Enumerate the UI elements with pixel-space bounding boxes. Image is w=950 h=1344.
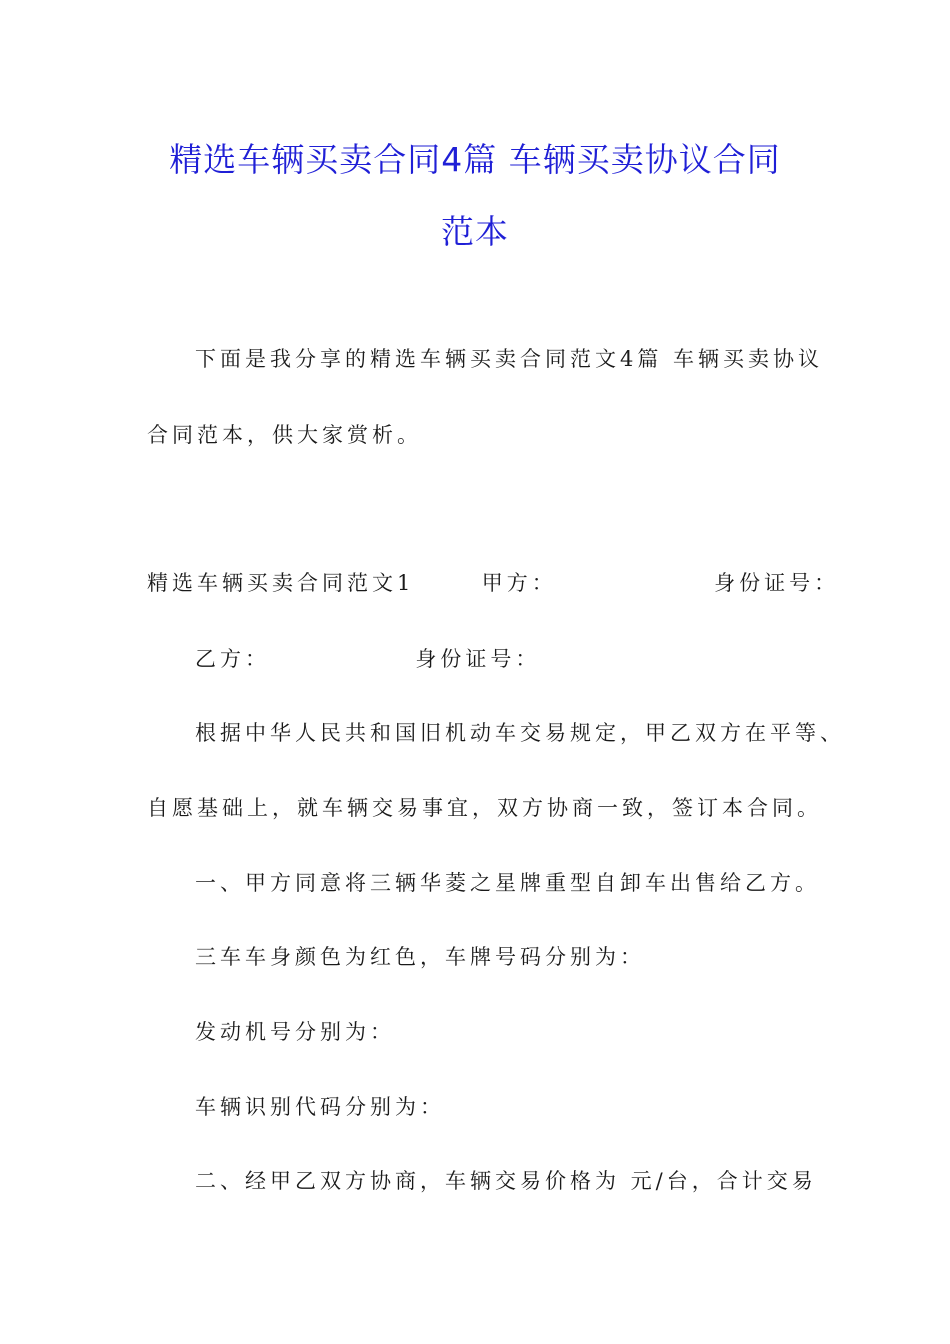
intro-line-2: 合同范本，供大家赏析。 — [147, 423, 422, 447]
contract-heading: 精选车辆买卖合同范文1 — [147, 571, 415, 595]
vehicle-color-plates: 三车车身颜色为红色，车牌号码分别为： — [195, 945, 645, 969]
basis-line-2: 自愿基础上，就车辆交易事宜，双方协商一致，签订本合同。 — [147, 796, 822, 820]
intro-line-1: 下面是我分享的精选车辆买卖合同范文4篇 车辆买卖协议 — [195, 347, 824, 371]
basis-line-1: 根据中华人民共和国旧机动车交易规定，甲乙双方在平等、 — [195, 721, 845, 745]
party-b-row — [195, 644, 540, 674]
party-b-label: 乙方： — [195, 647, 270, 671]
document-title-line-1: 精选车辆买卖合同4篇 车辆买卖协议合同 — [169, 140, 781, 179]
clause-1: 一、甲方同意将三辆华菱之星牌重型自卸车出售给乙方。 — [195, 871, 820, 895]
party-a-id-label: 身份证号： — [714, 571, 840, 595]
clause-2-line-1: 二、经甲乙双方协商，车辆交易价格为 元/台，合计交易 — [195, 1169, 817, 1193]
vin-numbers: 车辆识别代码分别为： — [195, 1095, 445, 1119]
party-b-id-label: 身份证号： — [415, 647, 541, 671]
document-title-line-2: 范本 — [441, 212, 509, 251]
party-a-label: 甲方： — [481, 571, 557, 595]
contract-heading-row — [147, 568, 839, 598]
engine-numbers: 发动机号分别为： — [195, 1020, 395, 1044]
